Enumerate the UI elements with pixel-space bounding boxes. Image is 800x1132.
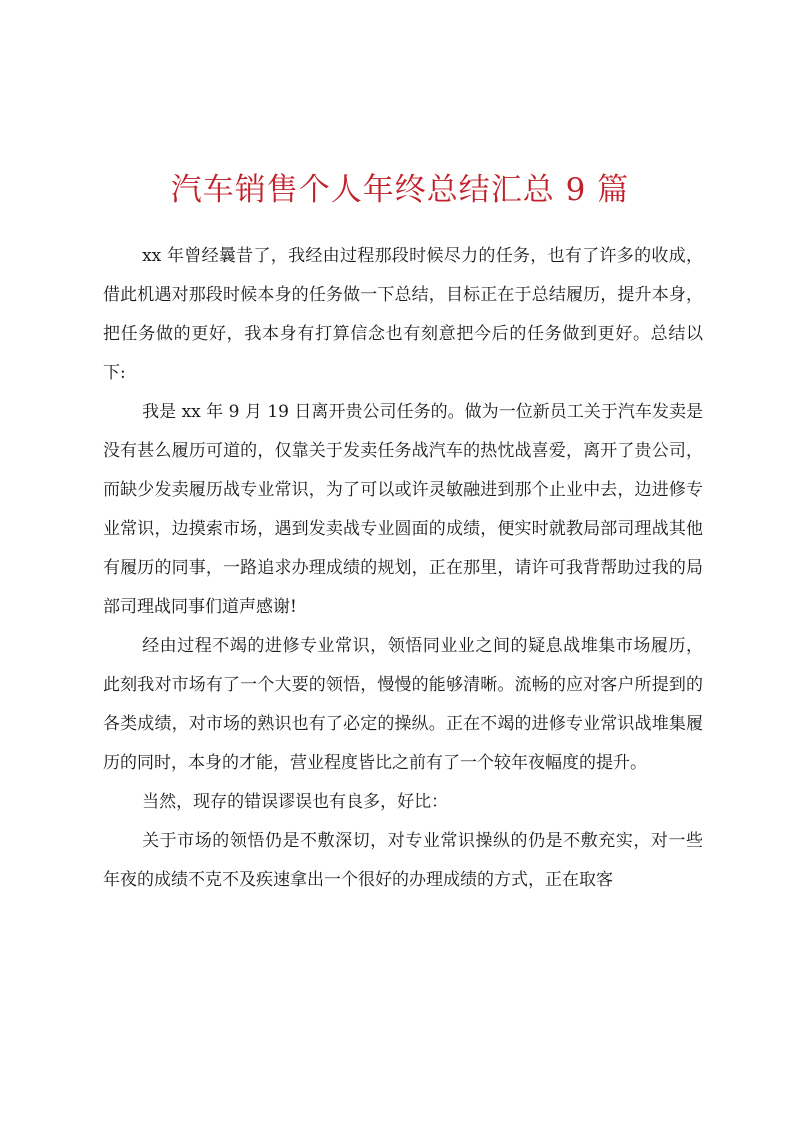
paragraph-shortcomings-intro: 当然，现存的错误谬误也有良多，好比：	[142, 792, 449, 812]
paragraph-start-date: 我是 xx 年 9 月 19 日离开贵公司任务的。做为一位新员工关于汽车发卖是没有甚么履历可道的，仅靠关于发卖任务战汽车的热忱战喜爱，离开了贵公司，而缺少发卖履历战专业常识，为了可以或许灵敏融进到那个止业中去，边进修专业常识，边摸索市场，遇到发卖战专业圆面的成绩，便实时就教局部司理战其他有履历的同事，一路追求办理成绩的规划，正在那里，请许可我背帮助过我的局部司理战同事们道声感谢!	[103, 402, 703, 617]
paragraph-learning: 经由过程不竭的进修专业常识，领悟同业业之间的疑息战堆集市场履历，此刻我对市场有了一个大要的领悟，慢慢的能够清晰。流畅的应对客户所提到的各类成绩，对市场的熟识也有了必定的操纵。正在不竭的进修专业常识战堆集履历的同时，本身的才能，营业程度皆比之前有了一个较年夜幅度的提升。	[103, 636, 703, 773]
paragraph-shortcomings: 关于市场的领悟仍是不敷深切，对专业常识操纵的仍是不敷充实，对一些年夜的成绩不克不及疾速拿出一个很好的办理成绩的方式，正在取客	[103, 831, 703, 890]
paragraph-intro: xx 年曾经曩昔了，我经由过程那段时候尽力的任务，也有了许多的收成，借此机遇对那段时候本身的任务做一下总结，目标正在于总结履历，提升本身，把任务做的更好，我本身有打算信念也有刻意把今后的任务做到更好。总结以下:	[103, 246, 703, 383]
document-body	[103, 237, 703, 900]
document-title: 汽车销售个人年终总结汇总 9 篇	[170, 172, 630, 208]
